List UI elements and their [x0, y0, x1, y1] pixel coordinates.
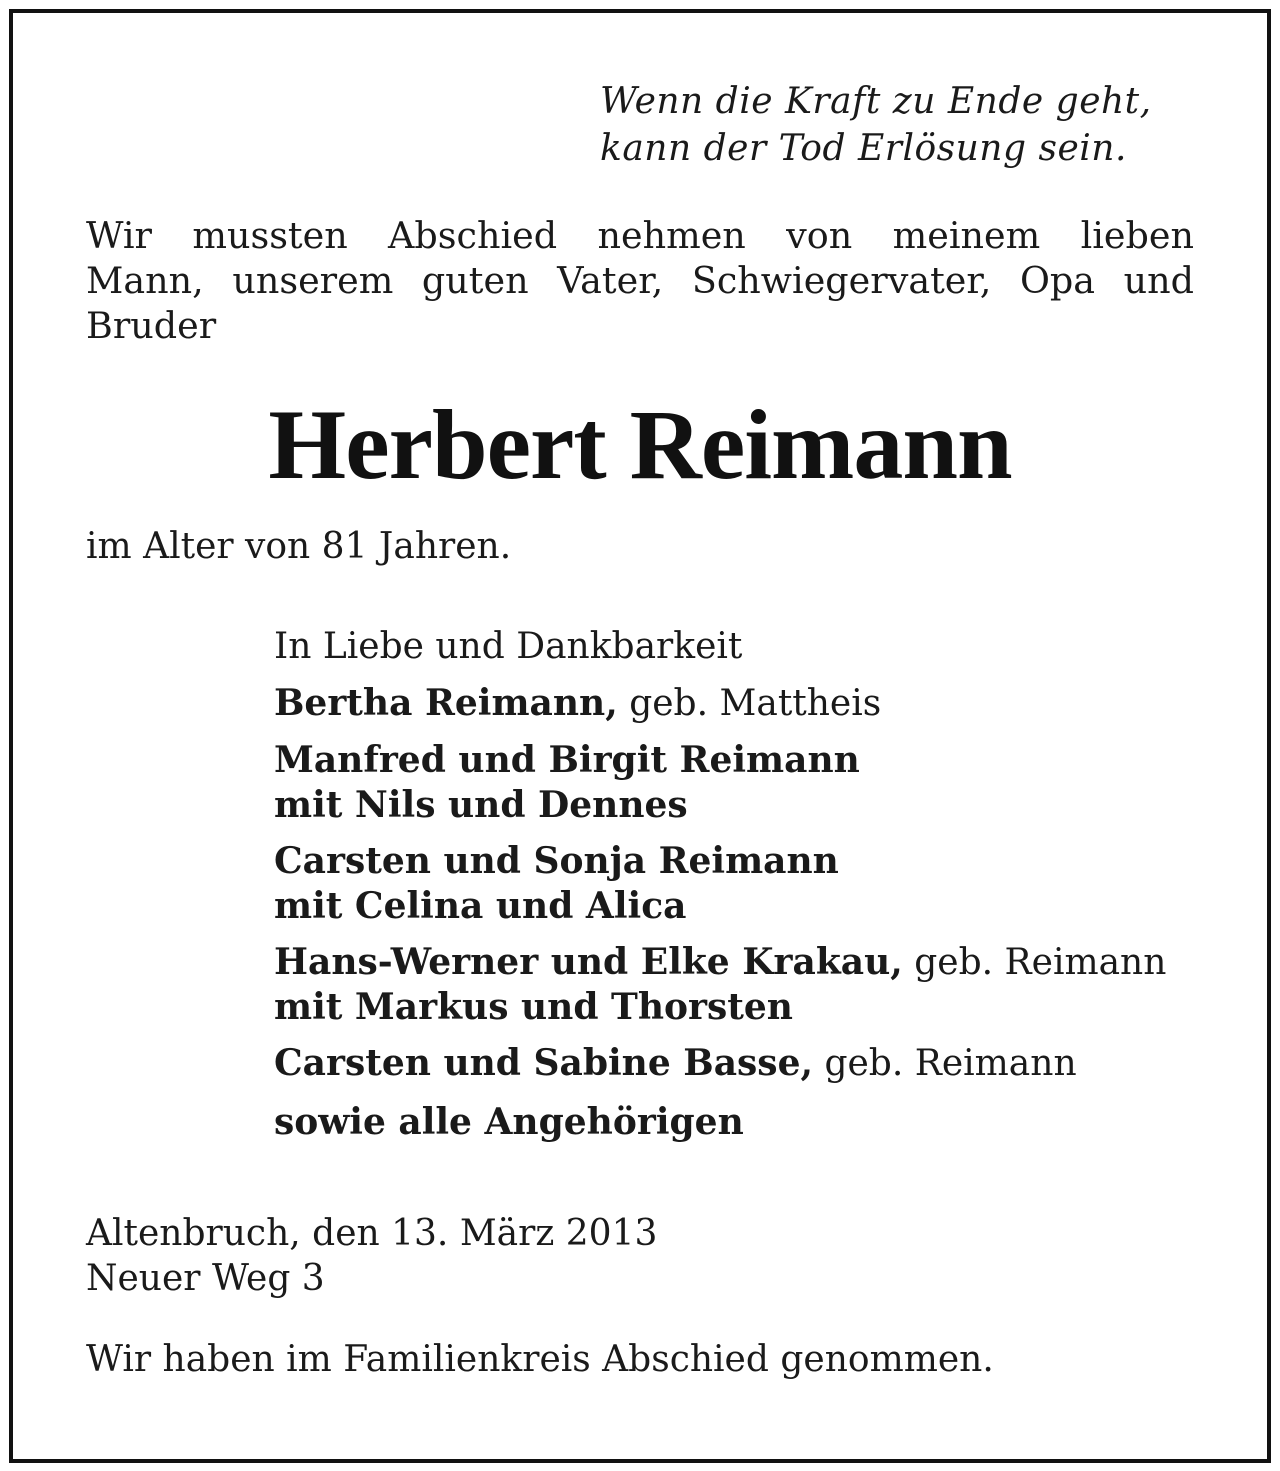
mourners-heading: In Liebe und Dankbarkeit	[274, 626, 743, 667]
mourner-name: Carsten und Sabine Basse,	[274, 1042, 814, 1084]
deceased-name: Herbert Reimann	[268, 389, 1012, 500]
mourner-note: geb. Reimann	[813, 1043, 1077, 1084]
mourners-block	[274, 624, 1204, 1144]
mourner-entry	[274, 1041, 1204, 1086]
all-relatives: sowie alle Angehörigen	[274, 1101, 744, 1143]
mourner-children: mit Nils und Dennes	[274, 784, 688, 826]
mourner-name: Manfred und Birgit Reimann	[274, 739, 860, 781]
intro-line-3: Bruder	[86, 304, 217, 347]
address-line: Neuer Weg 3	[86, 1258, 325, 1299]
intro-text	[86, 213, 1194, 348]
mourner-name: Hans-Werner und Elke Krakau,	[274, 941, 903, 983]
mourner-name: Carsten und Sonja Reimann	[274, 840, 839, 882]
mourner-name: Bertha Reimann,	[274, 682, 618, 724]
mourner-entry	[274, 681, 1204, 726]
quote-line-2: kann der Tod Erlösung sein.	[600, 128, 1127, 169]
mourner-note: geb. Reimann	[902, 942, 1167, 983]
place-date-line: Altenbruch, den 13. März 2013	[86, 1213, 658, 1254]
mourner-children: mit Markus und Thorsten	[274, 986, 793, 1028]
place-date-block	[86, 1211, 657, 1301]
mourner-children: mit Celina und Alica	[274, 885, 687, 927]
mourner-entry	[274, 839, 1204, 928]
closing-note: Wir haben im Familienkreis Abschied genommen.	[86, 1339, 994, 1380]
epigraph-quote	[600, 78, 1200, 172]
intro-line-1: Wir mussten Abschied nehmen von meinem lieben	[86, 214, 1194, 257]
mourner-entry	[274, 940, 1204, 1029]
mourner-entry	[274, 738, 1204, 827]
mourner-note: geb. Mattheis	[617, 683, 882, 724]
quote-line-1: Wenn die Kraft zu Ende geht,	[600, 81, 1152, 122]
intro-line-2: Mann, unserem guten Vater, Schwiegervater, Opa und	[86, 259, 1194, 302]
age-text: im Alter von 81 Jahren.	[86, 526, 512, 567]
